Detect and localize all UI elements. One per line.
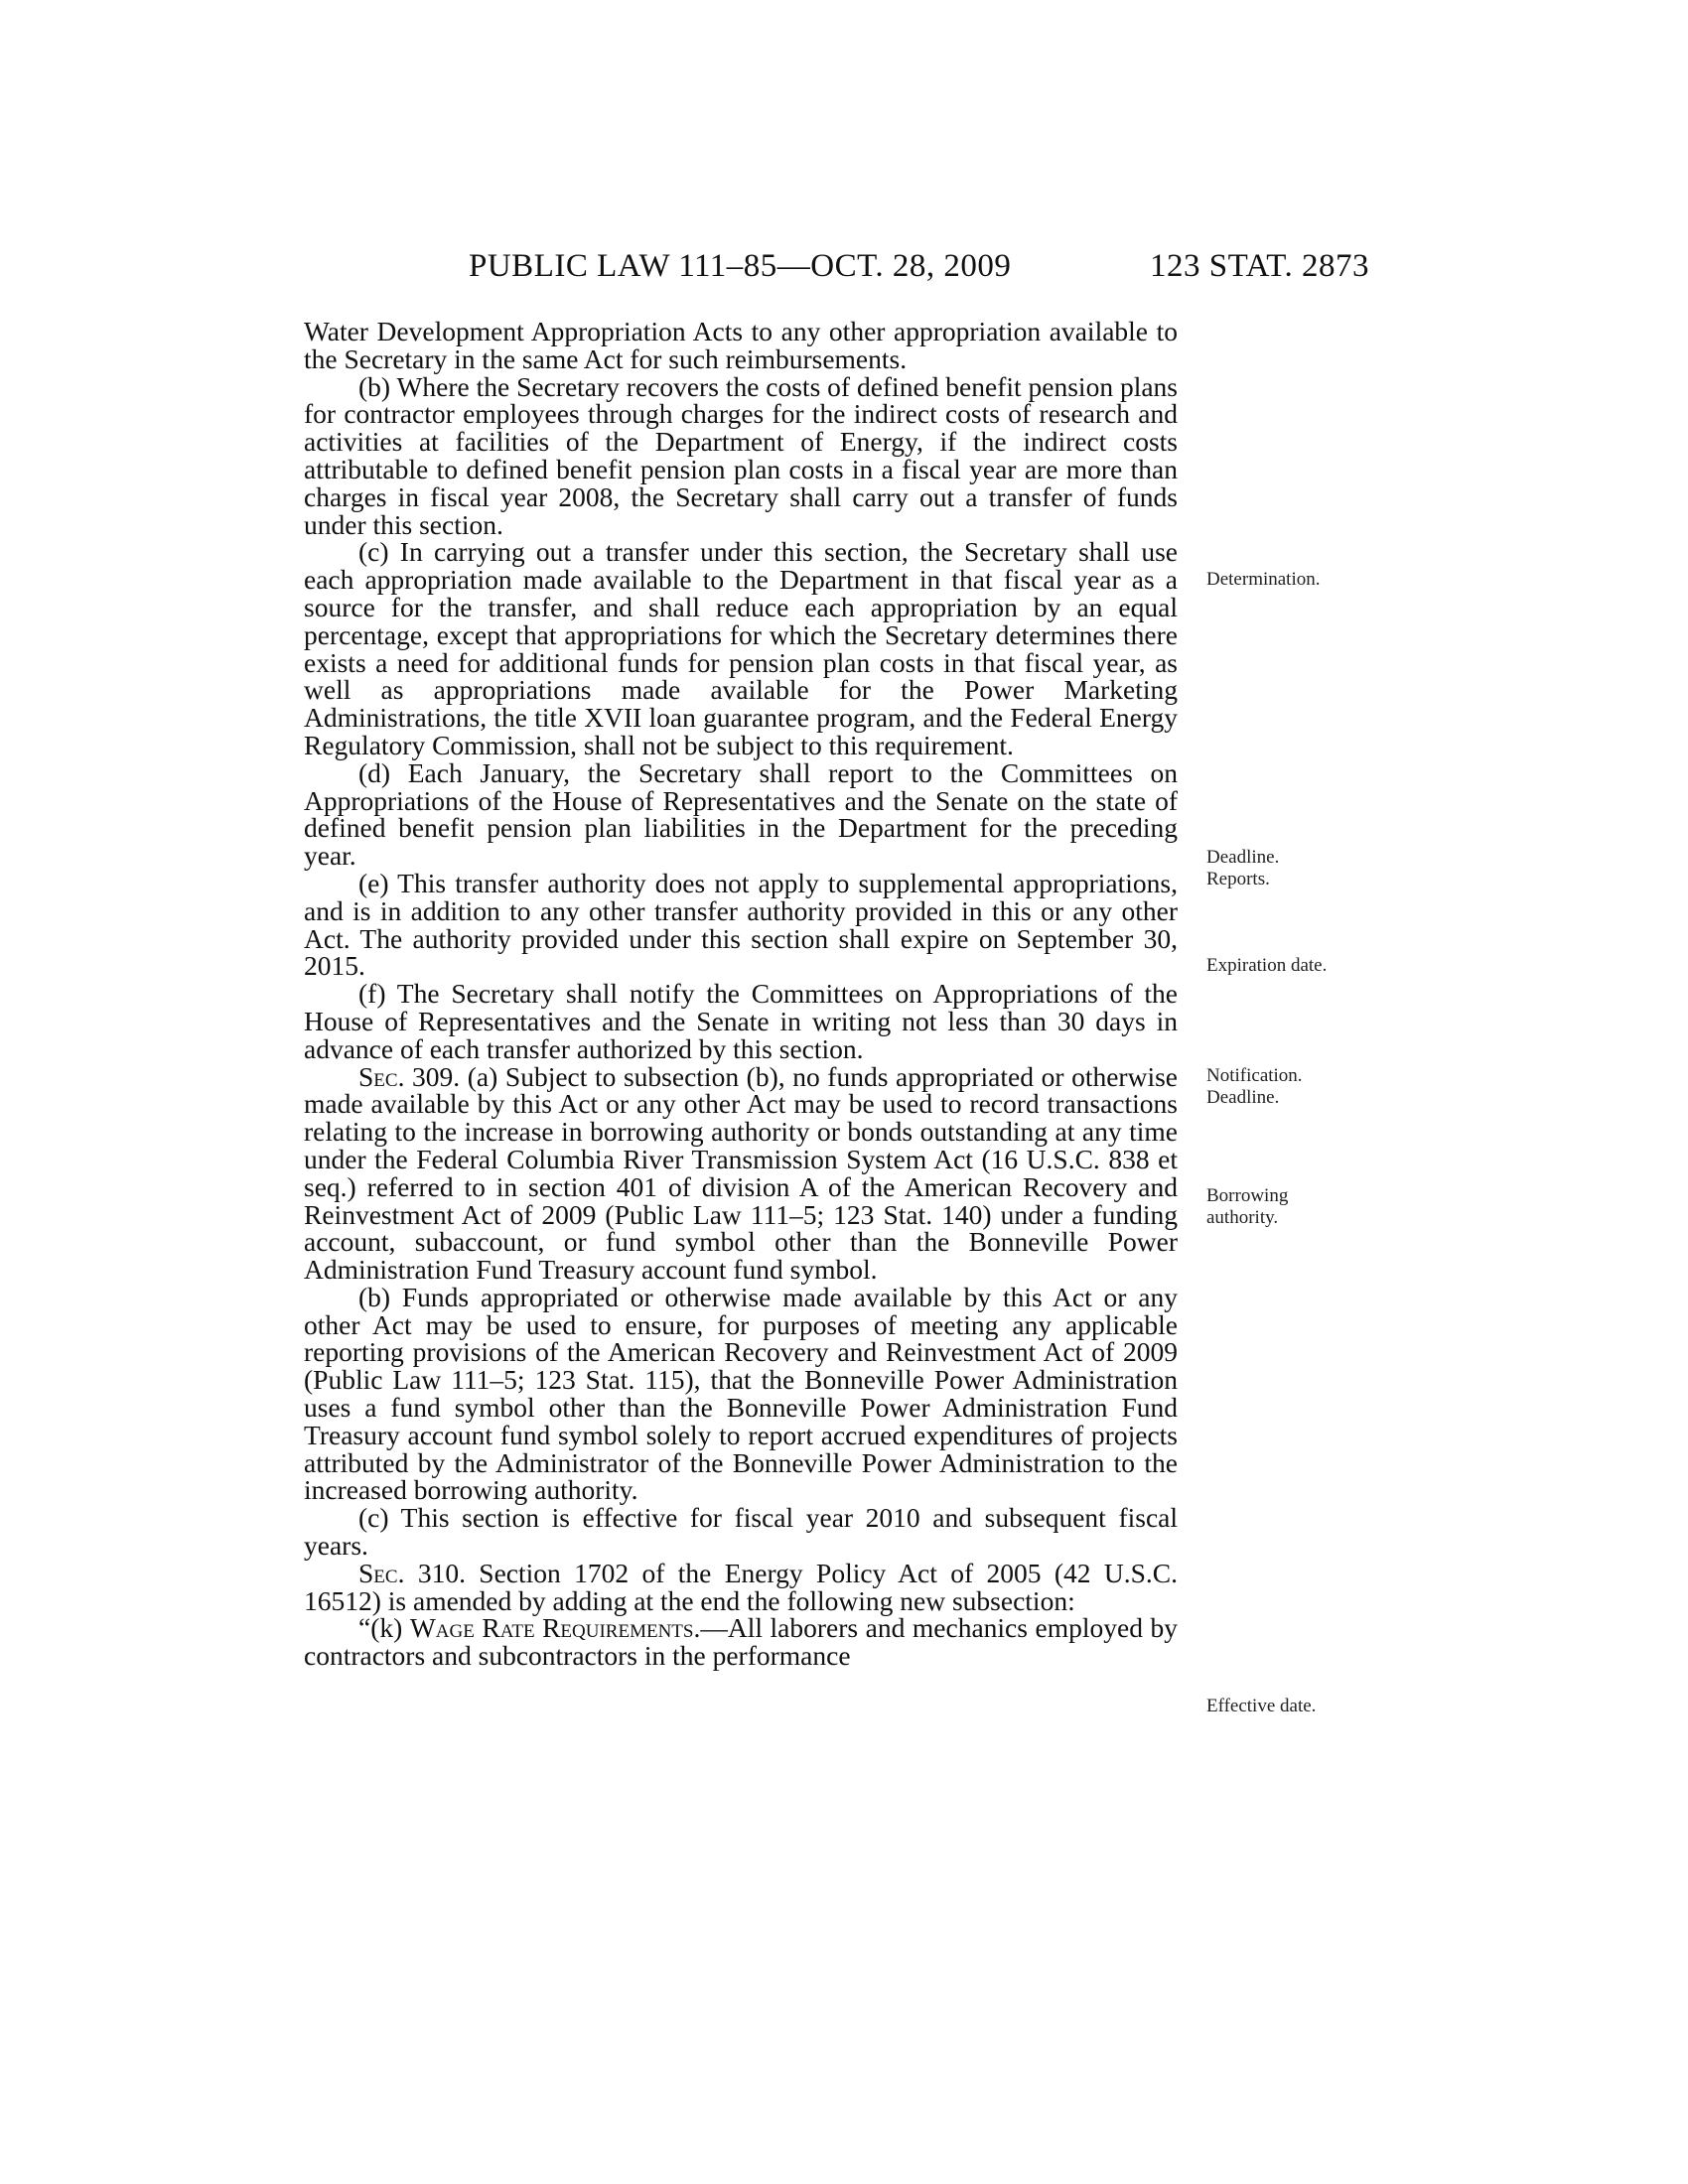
margin-note-text: Borrowing — [1206, 1185, 1289, 1206]
margin-note-text: Notification. — [1206, 1065, 1303, 1086]
paragraph-section-309 — [304, 1060, 1178, 1286]
paragraph-subsection-k — [304, 1614, 1178, 1670]
subsection-prefix: “(k) — [358, 1612, 410, 1644]
paragraph-text: .—All laborers and mechanics employed by contractors and subcontractors in the performance — [304, 1612, 1178, 1672]
margin-note-text: authority. — [1206, 1207, 1279, 1228]
section-label: Sec. — [358, 1557, 405, 1588]
paragraph: (f) The Secretary shall notify the Committees on Appropriations of the House of Representatives and the Senate in writing not less than 30 days in advance of each transfer authorized by this section. — [304, 978, 1178, 1064]
margin-note-text: Effective date. — [1206, 1696, 1317, 1716]
margin-note-text: Determination. — [1206, 569, 1321, 590]
margin-note-determination — [1206, 569, 1405, 591]
paragraph: (c) In carrying out a transfer under this section, the Secretary shall use each appropriation made available to the Department in that fiscal year as a source for the transfer, and shall reduce each appropriation by an equal percentage, except that appropriations for which the Secretary determines there exists a need for additional funds for pension plan costs in that fiscal year, as well as appropriations made available for the Power Marketing Administrations, the title XVII loan guarantee program, and the Federal Energy Regulatory Commission, shall not be subject to this requirement. — [304, 536, 1178, 760]
margin-note-deadline-reports — [1206, 847, 1405, 890]
margin-note-borrowing-authority — [1206, 1185, 1405, 1229]
subsection-heading: Wage Rate Requirements — [409, 1612, 694, 1644]
margin-note-effective-date — [1206, 1696, 1405, 1717]
margin-note-notification-deadline — [1206, 1065, 1405, 1109]
page-header — [0, 248, 1688, 298]
header-page-number: 123 STAT. 2873 — [1150, 248, 1370, 284]
paragraph: (d) Each January, the Secretary shall report to the Committees on Appropriations of the House of Representatives and the Senate on the state of defined benefit pension plan liabilities in the Department for the preceding year. — [304, 756, 1178, 872]
paragraph: (c) This section is effective for fiscal year 2010 and subsequent fiscal years. — [304, 1502, 1178, 1562]
paragraph: (b) Funds appropriated or otherwise made available by this Act or any other Act may be used to ensure, for purposes of meeting any applicable reporting provisions of the American Recovery and Reinvestment Act of 2009 (Public Law 111–5; 123 Stat. 115), that the Bonneville Power Administration uses a fund symbol other than the Bonneville Power Administration Fund Treasury account fund symbol solely to report accrued expenditures of projects attributed by the Administrator of the Bonneville Power Administration to the increased borrowing authority. — [304, 1281, 1178, 1506]
paragraph-text: 310. Section 1702 of the Energy Policy Act of 2005 (42 U.S.C. 16512) is amended by adding at the end the following new subsection: — [304, 1557, 1178, 1616]
margin-note-text: Expiration date. — [1206, 955, 1328, 976]
body-text — [304, 318, 1178, 1670]
paragraph: (e) This transfer authority does not apply to supplemental appropriations, and is in addition to any other transfer authority provided in this or any other Act. The authority provided under this section shall expire on September 30, 2015. — [304, 867, 1178, 982]
margin-note-text: Deadline. — [1206, 1087, 1280, 1108]
paragraph: (b) Where the Secretary recovers the costs of defined benefit pension plans for contractor employees through charges for the indirect costs of research and activities at facilities of the Department of Energy, if the indirect costs attributable to defined benefit pension plan costs in a fiscal year are more than charges in fiscal year 2008, the Secretary shall carry out a transfer of funds under this section. — [304, 370, 1178, 540]
section-label: Sec. — [358, 1060, 405, 1092]
margin-note-expiration-date — [1206, 955, 1405, 977]
paragraph: Water Development Appropriation Acts to any other appropriation available to the Secretary in the same Act for such reimbursements. — [304, 316, 1178, 374]
margin-note-text: Deadline. — [1206, 847, 1280, 868]
paragraph-section-310 — [304, 1557, 1178, 1616]
margin-note-text: Reports. — [1206, 869, 1270, 889]
header-title: PUBLIC LAW 111–85—OCT. 28, 2009 — [469, 248, 1012, 284]
paragraph-text: 309. (a) Subject to subsection (b), no funds appropriated or otherwise made available by this Act or any other Act may be used to record transactions relating to the increase in borrowing authority or bonds outstanding at any time under the Federal Columbia River Transmission System Act (16 U.S.C. 838 et seq.) referred to in section 401 of division A of the American Recovery and Reinvestment Act of 2009 (Public Law 111–5; 123 Stat. 140) under a funding account, subaccount, or fund symbol other than the Bonneville Power Administration Fund Treasury account fund symbol. — [304, 1060, 1178, 1286]
